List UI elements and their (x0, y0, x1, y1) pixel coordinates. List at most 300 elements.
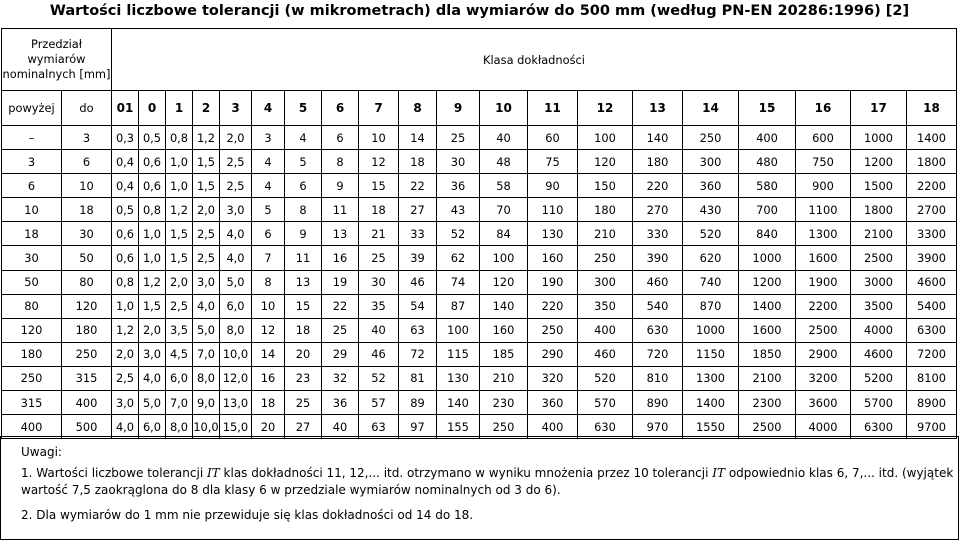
tolerance-cell: 1,2 (112, 318, 139, 342)
range-above-cell: 400 (2, 415, 62, 439)
range-above-cell: 3 (2, 150, 62, 174)
tolerance-cell: 1,0 (139, 246, 166, 270)
tolerance-cell: 3200 (796, 366, 851, 390)
tolerance-cell: 1600 (796, 246, 851, 270)
tolerance-cell: 750 (796, 150, 851, 174)
tolerance-cell: 390 (633, 246, 683, 270)
tolerance-cell: 4000 (851, 318, 907, 342)
tolerance-cell: 4,5 (166, 342, 193, 366)
tolerance-cell: 6 (322, 126, 359, 150)
tolerance-cell: 1300 (683, 366, 739, 390)
tolerance-cell: 1150 (683, 342, 739, 366)
tolerance-cell: 320 (528, 366, 578, 390)
tolerance-cell: 84 (480, 222, 528, 246)
tolerance-cell: 1,0 (112, 294, 139, 318)
tolerance-cell: 3600 (796, 391, 851, 415)
tolerance-cell: 1,0 (139, 222, 166, 246)
tolerance-cell: 250 (578, 246, 633, 270)
notes-section (0, 436, 959, 540)
tolerance-cell: 185 (480, 342, 528, 366)
tolerance-cell: 10 (359, 126, 399, 150)
tolerance-cell: 9,0 (193, 391, 220, 415)
tolerance-cell: 0,8 (139, 198, 166, 222)
tolerance-cell: 330 (633, 222, 683, 246)
to-header: do (62, 91, 112, 126)
class-14-header: 14 (683, 91, 739, 126)
tolerance-cell: 4,0 (139, 366, 166, 390)
notes-heading: Uwagi: (21, 445, 62, 459)
tolerance-cell: 1000 (683, 318, 739, 342)
tolerance-cell: 13 (322, 222, 359, 246)
tolerance-cell: 2,5 (112, 366, 139, 390)
tolerance-cell: 1,5 (193, 150, 220, 174)
class-11-header: 11 (528, 91, 578, 126)
table-row (2, 126, 957, 150)
tolerance-cell: 210 (480, 366, 528, 390)
tolerance-cell: 140 (437, 391, 480, 415)
table-row (2, 150, 957, 174)
tolerance-cell: 40 (480, 126, 528, 150)
tolerance-cell: 0,8 (112, 270, 139, 294)
tolerance-cell: 1200 (851, 150, 907, 174)
tolerance-cell: 21 (359, 222, 399, 246)
tolerance-cell: 29 (322, 342, 359, 366)
range-header: Przedział wymiarów nominalnych [mm] (2, 29, 112, 91)
tolerance-cell: 430 (683, 198, 739, 222)
tolerance-cell: 4000 (796, 415, 851, 439)
tolerance-cell: 87 (437, 294, 480, 318)
tolerance-cell: 1900 (796, 270, 851, 294)
tolerance-cell: 75 (528, 150, 578, 174)
range-above-cell: 250 (2, 366, 62, 390)
range-above-cell: 180 (2, 342, 62, 366)
range-above-cell: 6 (2, 174, 62, 198)
tolerance-cell: 250 (683, 126, 739, 150)
tolerance-cell: 1800 (851, 198, 907, 222)
tolerance-cell: 54 (399, 294, 437, 318)
tolerance-cell: 100 (437, 318, 480, 342)
tolerance-cell: 25 (437, 126, 480, 150)
class-5-header: 5 (285, 91, 322, 126)
tolerance-cell: 58 (480, 174, 528, 198)
tolerance-cell: 6300 (851, 415, 907, 439)
tolerance-cell: 140 (480, 294, 528, 318)
tolerance-cell: 25 (359, 246, 399, 270)
tolerance-cell: 400 (739, 126, 796, 150)
range-to-cell: 80 (62, 270, 112, 294)
tolerance-cell: 14 (399, 126, 437, 150)
class-12-header: 12 (578, 91, 633, 126)
tolerance-cell: 7,0 (166, 391, 193, 415)
range-to-cell: 250 (62, 342, 112, 366)
tolerance-cell: 460 (578, 342, 633, 366)
tolerance-cell: 23 (285, 366, 322, 390)
class-4-header: 4 (252, 91, 285, 126)
tolerance-cell: 8,0 (166, 415, 193, 439)
tolerance-cell: 4,0 (112, 415, 139, 439)
tolerance-cell: 630 (578, 415, 633, 439)
tolerance-cell: 1850 (739, 342, 796, 366)
tolerance-cell: 1200 (739, 270, 796, 294)
tolerance-cell: 0,3 (112, 126, 139, 150)
tolerance-cell: 15 (285, 294, 322, 318)
class-10-header: 10 (480, 91, 528, 126)
tolerance-cell: 9 (285, 222, 322, 246)
tolerance-cell: 8,0 (193, 366, 220, 390)
tolerance-cell: 160 (480, 318, 528, 342)
above-header: powyżej (2, 91, 62, 126)
tolerance-cell: 4 (285, 126, 322, 150)
tolerance-cell: 46 (399, 270, 437, 294)
tolerance-cell: 1400 (683, 391, 739, 415)
tolerance-cell: 33 (399, 222, 437, 246)
tolerance-cell: 400 (578, 318, 633, 342)
tolerance-cell: 1400 (907, 126, 957, 150)
range-above-cell: 18 (2, 222, 62, 246)
tolerance-cell: 740 (683, 270, 739, 294)
tolerance-cell: 570 (578, 391, 633, 415)
tolerance-cell: 13 (285, 270, 322, 294)
tolerance-cell: 460 (633, 270, 683, 294)
tolerance-cell: 8 (252, 270, 285, 294)
tolerance-cell: 30 (359, 270, 399, 294)
tolerance-cell: 360 (683, 174, 739, 198)
tolerance-cell: 40 (359, 318, 399, 342)
range-to-cell: 50 (62, 246, 112, 270)
tolerance-cell: 10 (252, 294, 285, 318)
tolerance-cell: 2,5 (193, 246, 220, 270)
range-above-cell: 315 (2, 391, 62, 415)
tolerance-cell: 270 (633, 198, 683, 222)
tolerance-cell: 1,5 (139, 294, 166, 318)
class-9-header: 9 (437, 91, 480, 126)
tolerance-cell: 220 (528, 294, 578, 318)
tolerance-cell: 1,2 (139, 270, 166, 294)
tolerance-cell: 2200 (907, 174, 957, 198)
tolerance-cell: 4600 (851, 342, 907, 366)
tolerance-cell: 10,0 (220, 342, 252, 366)
tolerance-cell: 6 (285, 174, 322, 198)
tolerance-cell: 9700 (907, 415, 957, 439)
range-above-cell: 50 (2, 270, 62, 294)
class-18-header: 18 (907, 91, 957, 126)
tolerance-cell: 5,0 (139, 391, 166, 415)
tolerance-cell: 3500 (851, 294, 907, 318)
note-2: 2. Dla wymiarów do 1 mm nie przewiduje się klas dokładności od 14 do 18. (21, 508, 474, 522)
tolerance-cell: 30 (437, 150, 480, 174)
tolerance-cell: 700 (739, 198, 796, 222)
tolerance-cell: 36 (437, 174, 480, 198)
tolerance-cell: 480 (739, 150, 796, 174)
tolerance-cell: 600 (796, 126, 851, 150)
class-2-header: 2 (193, 91, 220, 126)
tolerance-cell: 1,5 (193, 174, 220, 198)
tolerance-cell: 8 (322, 150, 359, 174)
class-1-header: 1 (166, 91, 193, 126)
range-above-cell: – (2, 126, 62, 150)
tolerance-cell: 0,6 (112, 222, 139, 246)
tolerance-cell: 7 (252, 246, 285, 270)
table-row (2, 318, 957, 342)
tolerance-cell: 155 (437, 415, 480, 439)
tolerance-cell: 2,0 (139, 318, 166, 342)
class-0-header: 0 (139, 91, 166, 126)
tolerance-cell: 3 (252, 126, 285, 150)
class-7-header: 7 (359, 91, 399, 126)
tolerance-cell: 81 (399, 366, 437, 390)
range-to-cell: 315 (62, 366, 112, 390)
tolerance-cell: 350 (578, 294, 633, 318)
tolerance-cell: 1000 (739, 246, 796, 270)
tolerance-cell: 16 (322, 246, 359, 270)
tolerance-cell: 3000 (851, 270, 907, 294)
class-3-header: 3 (220, 91, 252, 126)
tolerance-cell: 1,2 (166, 198, 193, 222)
tolerance-cell: 130 (437, 366, 480, 390)
tolerance-cell: 290 (528, 342, 578, 366)
tolerance-cell: 1400 (739, 294, 796, 318)
tolerance-cell: 360 (528, 391, 578, 415)
tolerance-cell: 2500 (739, 415, 796, 439)
tolerance-cell: 230 (480, 391, 528, 415)
tolerance-cell: 970 (633, 415, 683, 439)
tolerance-cell: 5,0 (220, 270, 252, 294)
tolerance-cell: 2500 (796, 318, 851, 342)
tolerance-cell: 2200 (796, 294, 851, 318)
class-header: Klasa dokładności (112, 29, 957, 91)
tolerance-cell: 20 (252, 415, 285, 439)
tolerance-cell: 150 (578, 174, 633, 198)
tolerance-cell: 40 (322, 415, 359, 439)
tolerance-cell: 1550 (683, 415, 739, 439)
tolerance-cell: 43 (437, 198, 480, 222)
tolerance-cell: 5400 (907, 294, 957, 318)
range-to-cell: 400 (62, 391, 112, 415)
tolerance-cell: 1600 (739, 318, 796, 342)
table-row (2, 270, 957, 294)
tolerance-cell: 300 (578, 270, 633, 294)
tolerance-cell: 8100 (907, 366, 957, 390)
tolerance-cell: 4,0 (193, 294, 220, 318)
range-above-cell: 10 (2, 198, 62, 222)
tolerance-cell: 3,0 (193, 270, 220, 294)
tolerance-cell: 180 (578, 198, 633, 222)
tolerance-cell: 300 (683, 150, 739, 174)
range-to-cell: 3 (62, 126, 112, 150)
tolerance-cell: 2,0 (166, 270, 193, 294)
tolerance-cell: 840 (739, 222, 796, 246)
tolerance-cell: 15,0 (220, 415, 252, 439)
tolerance-cell: 1300 (796, 222, 851, 246)
tolerance-cell: 2700 (907, 198, 957, 222)
class-16-header: 16 (796, 91, 851, 126)
tolerance-cell: 3,5 (166, 318, 193, 342)
class-01-header: 01 (112, 91, 139, 126)
tolerance-cell: 57 (359, 391, 399, 415)
tolerance-cell: 19 (322, 270, 359, 294)
tolerance-cell: 60 (528, 126, 578, 150)
tolerance-cell: 2300 (739, 391, 796, 415)
tolerance-cell: 2,5 (220, 150, 252, 174)
tolerance-cell: 15 (359, 174, 399, 198)
tolerance-cell: 18 (399, 150, 437, 174)
tolerance-cell: 12 (359, 150, 399, 174)
tolerance-cell: 870 (683, 294, 739, 318)
tolerance-cell: 400 (528, 415, 578, 439)
range-above-cell: 30 (2, 246, 62, 270)
range-to-cell: 30 (62, 222, 112, 246)
class-13-header: 13 (633, 91, 683, 126)
tolerance-cell: 0,6 (112, 246, 139, 270)
tolerance-cell: 2,0 (112, 342, 139, 366)
tolerance-cell: 1100 (796, 198, 851, 222)
tolerance-table (1, 28, 957, 439)
table-row (2, 222, 957, 246)
tolerance-cell: 1,0 (166, 174, 193, 198)
tolerance-cell: 140 (633, 126, 683, 150)
tolerance-cell: 100 (480, 246, 528, 270)
tolerance-cell: 120 (578, 150, 633, 174)
tolerance-cell: 52 (359, 366, 399, 390)
tolerance-cell: 1,0 (166, 150, 193, 174)
table-row (2, 391, 957, 415)
tolerance-cell: 27 (399, 198, 437, 222)
tolerance-cell: 2500 (851, 246, 907, 270)
tolerance-cell: 74 (437, 270, 480, 294)
tolerance-cell: 48 (480, 150, 528, 174)
tolerance-cell: 13,0 (220, 391, 252, 415)
tolerance-cell: 25 (285, 391, 322, 415)
tolerance-cell: 1500 (851, 174, 907, 198)
range-above-cell: 80 (2, 294, 62, 318)
tolerance-cell: 27 (285, 415, 322, 439)
tolerance-cell: 0,4 (112, 150, 139, 174)
tolerance-cell: 120 (480, 270, 528, 294)
tolerance-cell: 630 (633, 318, 683, 342)
tolerance-cell: 190 (528, 270, 578, 294)
tolerance-cell: 2900 (796, 342, 851, 366)
tolerance-cell: 520 (683, 222, 739, 246)
tolerance-cell: 35 (359, 294, 399, 318)
tolerance-cell: 900 (796, 174, 851, 198)
tolerance-cell: 7200 (907, 342, 957, 366)
tolerance-cell: 1,2 (193, 126, 220, 150)
table-row (2, 366, 957, 390)
tolerance-cell: 97 (399, 415, 437, 439)
range-to-cell: 6 (62, 150, 112, 174)
tolerance-cell: 0,8 (166, 126, 193, 150)
tolerance-cell: 70 (480, 198, 528, 222)
tolerance-cell: 22 (322, 294, 359, 318)
tolerance-cell: 4 (252, 150, 285, 174)
tolerance-cell: 20 (285, 342, 322, 366)
tolerance-cell: 4600 (907, 270, 957, 294)
tolerance-cell: 2,5 (166, 294, 193, 318)
tolerance-cell: 1,5 (166, 246, 193, 270)
tolerance-cell: 0,6 (139, 174, 166, 198)
tolerance-cell: 3,0 (139, 342, 166, 366)
tolerance-cell: 0,5 (112, 198, 139, 222)
table-row (2, 342, 957, 366)
tolerance-cell: 250 (480, 415, 528, 439)
tolerance-cell: 18 (359, 198, 399, 222)
tolerance-cell: 4,0 (220, 222, 252, 246)
tolerance-cell: 7,0 (193, 342, 220, 366)
tolerance-cell: 5 (252, 198, 285, 222)
tolerance-cell: 6,0 (139, 415, 166, 439)
tolerance-cell: 12,0 (220, 366, 252, 390)
tolerance-cell: 5 (285, 150, 322, 174)
tolerance-cell: 115 (437, 342, 480, 366)
tolerance-cell: 1800 (907, 150, 957, 174)
table-title: Wartości liczbowe tolerancji (w mikrometrach) dla wymiarów do 500 mm (według PN-EN 20286:1996) [2] (49, 3, 910, 19)
tolerance-cell: 6300 (907, 318, 957, 342)
tolerance-cell: 100 (578, 126, 633, 150)
note-1-continued: wartość 7,5 zaokrąglona do 8 dla klasy 6 w przedziale wymiarów nominalnych od 3 do 6). (21, 483, 561, 497)
tolerance-cell: 6,0 (220, 294, 252, 318)
tolerance-cell: 8900 (907, 391, 957, 415)
table-row (2, 174, 957, 198)
class-17-header: 17 (851, 91, 907, 126)
tolerance-cell: 39 (399, 246, 437, 270)
range-to-cell: 120 (62, 294, 112, 318)
tolerance-cell: 720 (633, 342, 683, 366)
tolerance-cell: 1,5 (166, 222, 193, 246)
tolerance-cell: 2,0 (193, 198, 220, 222)
class-15-header: 15 (739, 91, 796, 126)
tolerance-cell: 2,0 (220, 126, 252, 150)
tolerance-cell: 160 (528, 246, 578, 270)
tolerance-cell: 11 (322, 198, 359, 222)
table-row (2, 246, 957, 270)
tolerance-cell: 250 (528, 318, 578, 342)
tolerance-cell: 0,4 (112, 174, 139, 198)
tolerance-cell: 72 (399, 342, 437, 366)
tolerance-cell: 2100 (739, 366, 796, 390)
tolerance-cell: 4,0 (220, 246, 252, 270)
tolerance-cell: 220 (633, 174, 683, 198)
tolerance-cell: 5700 (851, 391, 907, 415)
range-to-cell: 18 (62, 198, 112, 222)
tolerance-cell: 2,5 (220, 174, 252, 198)
tolerance-cell: 90 (528, 174, 578, 198)
tolerance-cell: 46 (359, 342, 399, 366)
tolerance-cell: 620 (683, 246, 739, 270)
table-row (2, 294, 957, 318)
tolerance-cell: 810 (633, 366, 683, 390)
tolerance-cell: 520 (578, 366, 633, 390)
tolerance-cell: 9 (322, 174, 359, 198)
tolerance-cell: 130 (528, 222, 578, 246)
tolerance-cell: 10,0 (193, 415, 220, 439)
tolerance-cell: 22 (399, 174, 437, 198)
tolerance-cell: 52 (437, 222, 480, 246)
tolerance-cell: 0,6 (139, 150, 166, 174)
tolerance-cell: 89 (399, 391, 437, 415)
class-8-header: 8 (399, 91, 437, 126)
range-above-cell: 120 (2, 318, 62, 342)
tolerance-cell: 63 (399, 318, 437, 342)
tolerance-cell: 62 (437, 246, 480, 270)
tolerance-cell: 580 (739, 174, 796, 198)
tolerance-cell: 8 (285, 198, 322, 222)
tolerance-cell: 540 (633, 294, 683, 318)
tolerance-cell: 0,5 (139, 126, 166, 150)
tolerance-cell: 1000 (851, 126, 907, 150)
tolerance-cell: 5,0 (193, 318, 220, 342)
tolerance-cell: 5200 (851, 366, 907, 390)
tolerance-cell: 16 (252, 366, 285, 390)
